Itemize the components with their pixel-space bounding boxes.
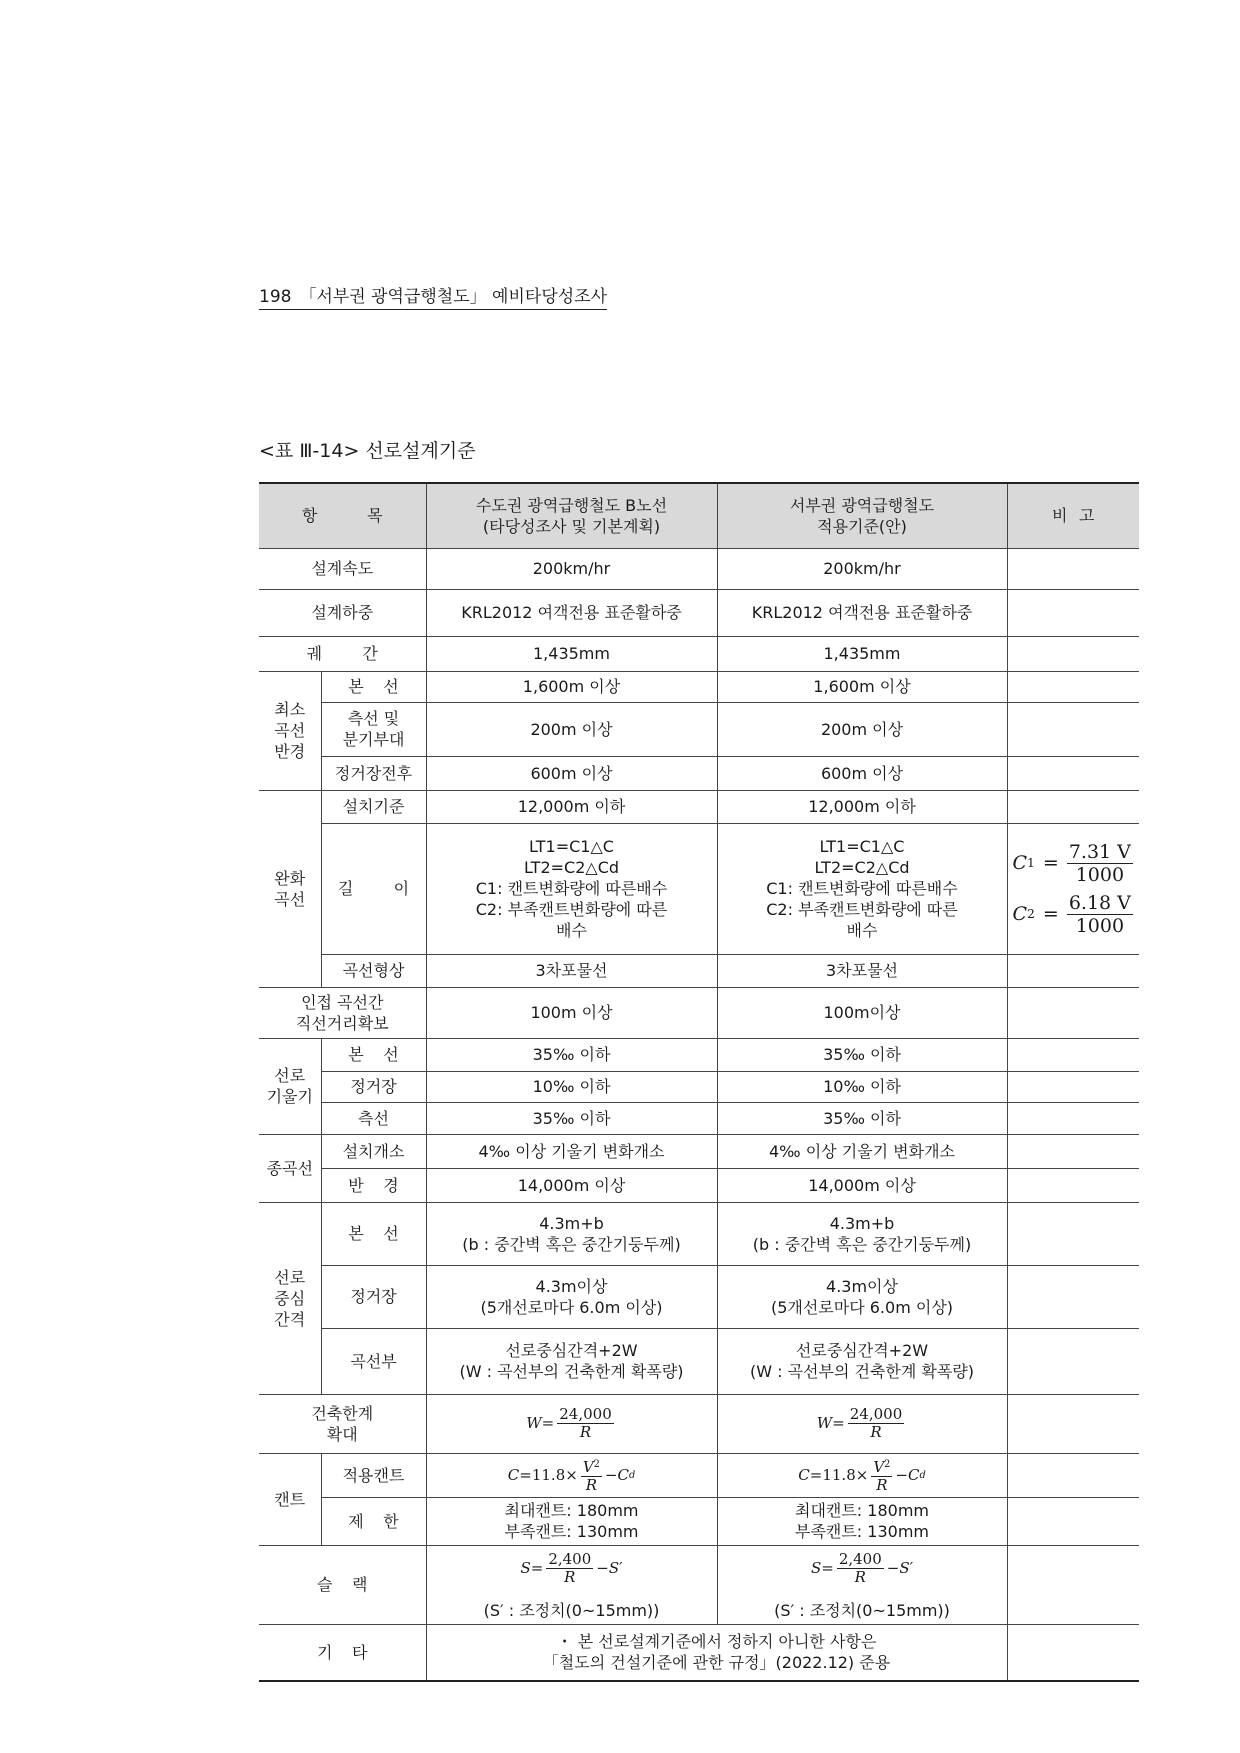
cell-note <box>1007 954 1139 987</box>
formula-rhs: S′ <box>899 1558 914 1577</box>
cell-west: 200km/hr <box>717 548 1007 589</box>
cell-text: KRL2012 여객전용 표준활하중 <box>751 603 973 622</box>
header-route-b-line: 수도권 광역급행철도 B노선 <box>475 495 668 515</box>
table-row <box>259 548 1139 589</box>
cell-line: LT2=C2△Cd <box>814 858 910 877</box>
formula-rhs-subscript: d <box>919 1469 926 1481</box>
table-row <box>259 1328 1139 1394</box>
sub-label: 정거장전후 <box>321 756 426 790</box>
cell-note <box>1007 548 1139 589</box>
fraction-numerator: 24,000 <box>849 1405 903 1423</box>
formula-minus: − <box>886 1558 900 1577</box>
sub-label-text: 길 이 <box>337 879 410 898</box>
cell-west: 200m 이상 <box>717 702 1007 756</box>
line-design-criteria-table <box>259 482 1139 1682</box>
group-label-gradient <box>259 1038 321 1134</box>
row-label <box>259 987 426 1038</box>
cell-note <box>1007 1038 1139 1071</box>
cell-note <box>1007 987 1139 1038</box>
table-row <box>259 1624 1139 1681</box>
group-label-cant: 캔트 <box>259 1453 321 1545</box>
table-row <box>259 671 1139 702</box>
row-label: 설계하중 <box>259 589 426 636</box>
table-row <box>259 790 1139 823</box>
sub-label <box>321 702 426 756</box>
group-label-line: 곡선 <box>274 721 306 740</box>
cell-note <box>1007 671 1139 702</box>
cell-route-b: 600m 이상 <box>426 756 717 790</box>
cell-line: 배수 <box>846 921 878 940</box>
cell-route-b: 100m 이상 <box>426 987 717 1038</box>
cell-west <box>717 1265 1007 1328</box>
cell-line: (b : 중간벽 혹은 중간기둥두께) <box>462 1234 681 1254</box>
formula-minus: − <box>596 1558 609 1577</box>
fraction-denominator: R <box>579 1423 592 1441</box>
table-row <box>259 756 1139 790</box>
cell-route-b <box>426 1453 717 1497</box>
cell-note-formulas <box>1007 823 1139 954</box>
cell-line: (5개선로마다 6.0m 이상) <box>770 1297 954 1317</box>
group-label-track-spacing <box>259 1202 321 1394</box>
numerator-variable: V <box>873 1457 885 1476</box>
table-row <box>259 954 1139 987</box>
header-note <box>1007 483 1139 548</box>
fraction-denominator: R <box>585 1475 597 1494</box>
cell-route-b <box>426 1394 717 1453</box>
cell-line: 4.3m+b <box>829 1213 895 1233</box>
cell-route-b <box>426 823 717 954</box>
cell-line: 배수 <box>556 921 587 940</box>
row-label-line: 확대 <box>326 1424 358 1444</box>
sub-label <box>321 1168 426 1202</box>
fraction-numerator: 7.31 V <box>1068 840 1131 863</box>
row-label <box>259 636 426 671</box>
fraction-denominator: R <box>870 1423 882 1441</box>
table-header-row <box>259 483 1139 548</box>
group-label-vertical-curve: 종곡선 <box>259 1134 321 1202</box>
cell-line: 4.3m+b <box>539 1213 604 1233</box>
slack-adjustment-note: (S′ : 조정치(0~15mm)) <box>483 1600 660 1620</box>
cell-west: 14,000m 이상 <box>717 1168 1007 1202</box>
cell-line: C1: 캔트변화량에 따른배수 <box>766 879 958 898</box>
cell-note <box>1007 756 1139 790</box>
cell-route-b: 1,435mm <box>426 636 717 671</box>
cell-west <box>717 823 1007 954</box>
numerator-variable: V <box>582 1457 594 1476</box>
cell-line: 부족캔트: 130mm <box>504 1522 639 1541</box>
cell-line: (5개선로마다 6.0m 이상) <box>480 1297 663 1317</box>
group-label-line: 최소 <box>274 700 306 719</box>
cell-line: ・ 본 선로설계기준에서 정하지 아니한 사항은 <box>556 1632 877 1652</box>
formula-rhs: C <box>617 1465 629 1484</box>
sub-label: 적용캔트 <box>321 1453 426 1497</box>
sub-label <box>321 823 426 954</box>
row-label <box>259 1545 426 1624</box>
cell-note <box>1007 636 1139 671</box>
formula-equals: = <box>1042 902 1059 925</box>
table-row <box>259 1038 1139 1071</box>
cell-note <box>1007 1328 1139 1394</box>
formula-fraction <box>546 1551 593 1586</box>
fraction-numerator: 2,400 <box>548 1549 592 1568</box>
table-row <box>259 823 1139 954</box>
cell-note <box>1007 1453 1139 1497</box>
cell-route-b: 35‰ 이하 <box>426 1102 717 1134</box>
cell-note <box>1007 1102 1139 1134</box>
formula-c2 <box>1011 892 1137 937</box>
formula-fraction <box>837 1551 884 1586</box>
formula-fraction <box>1067 841 1133 886</box>
sub-label-line: 분기부대 <box>342 730 405 749</box>
formula-fraction <box>1067 892 1133 937</box>
cell-route-b <box>426 1497 717 1545</box>
cell-route-b: 14,000m 이상 <box>426 1168 717 1202</box>
group-label-line: 선로 <box>274 1066 306 1085</box>
sub-label: 설치개소 <box>321 1134 426 1168</box>
row-label-line: 건축한계 <box>311 1403 374 1423</box>
cell-text: KRL2012 여객전용 표준활하중 <box>461 603 682 622</box>
cell-west <box>717 589 1007 636</box>
cell-route-b <box>426 1202 717 1265</box>
cell-note <box>1007 1265 1139 1328</box>
header-note-label: 비 고 <box>1052 506 1095 526</box>
formula-rhs: C <box>907 1465 920 1484</box>
sub-label-text: 반 경 <box>348 1175 399 1195</box>
clearance-formula <box>526 1406 617 1441</box>
cell-west <box>717 1202 1007 1265</box>
cell-note <box>1007 1168 1139 1202</box>
table-row <box>259 1265 1139 1328</box>
cell-west: 1,435mm <box>717 636 1007 671</box>
sub-label <box>321 1038 426 1071</box>
cell-west: 1,600m 이상 <box>717 671 1007 702</box>
row-label-text: 슬 랙 <box>317 1575 368 1594</box>
page-number: 198 <box>259 287 292 307</box>
slack-formula <box>721 1551 1004 1586</box>
cell-line: 선로중심간격+2W <box>505 1341 638 1360</box>
group-label-min-curve-radius <box>259 671 321 790</box>
cell-note <box>1007 1071 1139 1102</box>
fraction-numerator <box>871 1456 892 1477</box>
sub-label: 정거장 <box>321 1265 426 1328</box>
cell-others <box>426 1624 1007 1681</box>
formula-subscript: 2 <box>1027 906 1035 921</box>
formula-lhs: S= <box>810 1558 834 1577</box>
cell-route-b <box>426 1545 717 1624</box>
cell-route-b <box>426 1328 717 1394</box>
cell-line: 선로중심간격+2W <box>795 1341 929 1360</box>
cell-line: (W : 곡선부의 건축한계 확폭량) <box>749 1362 975 1381</box>
sub-label-text: 본 선 <box>348 677 399 696</box>
cell-west <box>717 1394 1007 1453</box>
formula-variable: C <box>1012 851 1028 874</box>
formula-fraction <box>557 1406 614 1441</box>
cell-route-b: 10‰ 이하 <box>426 1071 717 1102</box>
formula-rhs-subscript: d <box>628 1469 636 1481</box>
formula-minus: − <box>895 1465 908 1484</box>
table-row <box>259 987 1139 1038</box>
cell-west <box>717 1328 1007 1394</box>
table-row <box>259 1202 1139 1265</box>
cell-note <box>1007 1497 1139 1545</box>
cell-route-b: 12,000m 이하 <box>426 790 717 823</box>
sub-label-line: 측선 및 <box>347 709 400 728</box>
cell-line: 최대캔트: 180mm <box>504 1501 639 1520</box>
cell-note <box>1007 702 1139 756</box>
header-item <box>259 483 426 548</box>
cell-note <box>1007 1394 1139 1453</box>
numerator-exponent: 2 <box>884 1459 891 1471</box>
cell-line: 「철도의 건설기준에 관한 규정」(2022.12) 준용 <box>542 1653 891 1673</box>
cell-route-b <box>426 589 717 636</box>
fraction-numerator: 24,000 <box>559 1405 612 1423</box>
cell-route-b: 1,600m 이상 <box>426 671 717 702</box>
formula-coefficient: 11.8× <box>822 1465 869 1484</box>
cell-note <box>1007 790 1139 823</box>
cell-route-b: 3차포물선 <box>426 954 717 987</box>
formula-lhs: C= <box>798 1465 823 1484</box>
table-row <box>259 1102 1139 1134</box>
cell-line: C1: 캔트변화량에 따른배수 <box>475 879 668 898</box>
row-label-text: 기 타 <box>317 1642 368 1662</box>
fraction-denominator: R <box>564 1567 576 1586</box>
cell-west <box>717 1497 1007 1545</box>
formula-lhs: W= <box>816 1414 845 1432</box>
fraction-denominator: 1000 <box>1075 914 1125 937</box>
cell-line: (W : 곡선부의 건축한계 확폭량) <box>459 1362 684 1381</box>
cell-west <box>717 1545 1007 1624</box>
cell-west: 100m이상 <box>717 987 1007 1038</box>
cell-line: 최대캔트: 180mm <box>794 1501 929 1520</box>
group-label-line: 간격 <box>274 1309 306 1329</box>
cell-west: 35‰ 이하 <box>717 1038 1007 1071</box>
formula-lhs: S= <box>520 1558 544 1577</box>
group-label-line: 반경 <box>274 742 306 761</box>
group-label-line: 곡선 <box>274 889 306 909</box>
formula-fraction <box>871 1456 892 1494</box>
clearance-formula <box>817 1406 908 1441</box>
group-label-line: 기울기 <box>266 1087 313 1106</box>
cell-line: LT1=C1△C <box>819 837 905 856</box>
sub-label: 정거장 <box>321 1071 426 1102</box>
formula-fraction <box>848 1406 905 1441</box>
report-title: 「서부권 광역급행철도」 예비타당성조사 <box>299 287 608 307</box>
row-label-line: 직선거리확보 <box>295 1013 389 1033</box>
row-label <box>259 1624 426 1681</box>
formula-lhs: W= <box>526 1414 555 1432</box>
cell-route-b: 35‰ 이하 <box>426 1038 717 1071</box>
cell-line: 부족캔트: 130mm <box>794 1522 929 1541</box>
sub-label <box>321 1202 426 1265</box>
cell-route-b: 200km/hr <box>426 548 717 589</box>
header-west-line: 적용기준(안) <box>817 516 907 536</box>
sub-label-text: 본 선 <box>348 1045 399 1064</box>
group-label-line: 중심 <box>274 1288 306 1308</box>
fraction-denominator: R <box>854 1567 866 1586</box>
cell-line: (b : 중간벽 혹은 중간기둥두께) <box>752 1234 972 1254</box>
sub-label-text: 본 선 <box>348 1224 399 1243</box>
cell-line: C2: 부족캔트변화량에 따른 <box>475 900 668 919</box>
cell-route-b <box>426 1265 717 1328</box>
sub-label <box>321 1497 426 1545</box>
table-caption: <표 Ⅲ-14> 선로설계기준 <box>259 440 476 462</box>
table-row <box>259 1394 1139 1453</box>
table-row <box>259 1168 1139 1202</box>
cell-note <box>1007 1202 1139 1265</box>
cell-note <box>1007 1134 1139 1168</box>
fraction-numerator <box>581 1456 602 1477</box>
row-label: 설계속도 <box>259 548 426 589</box>
table-row <box>259 1134 1139 1168</box>
slack-adjustment-note: (S′ : 조정치(0~15mm)) <box>774 1600 950 1620</box>
cell-note <box>1007 1624 1139 1681</box>
cant-formula <box>508 1456 635 1494</box>
sub-label: 측선 <box>321 1102 426 1134</box>
table-row <box>259 702 1139 756</box>
cell-west: 10‰ 이하 <box>717 1071 1007 1102</box>
sub-label <box>321 671 426 702</box>
formula-variable: C <box>1012 902 1028 925</box>
formula-subscript: 1 <box>1027 855 1035 870</box>
cell-line: C2: 부족캔트변화량에 따른 <box>766 900 958 919</box>
header-west <box>717 483 1007 548</box>
row-label <box>259 1394 426 1453</box>
cell-line: 4.3m이상 <box>826 1276 898 1296</box>
table-row <box>259 1545 1139 1624</box>
cell-west: 4‰ 이상 기울기 변화개소 <box>717 1134 1007 1168</box>
cell-west: 3차포물선 <box>717 954 1007 987</box>
formula-fraction <box>581 1456 602 1494</box>
fraction-denominator: 1000 <box>1075 863 1125 886</box>
cell-west: 600m 이상 <box>717 756 1007 790</box>
table-row <box>259 1497 1139 1545</box>
formula-rhs: S′ <box>608 1558 623 1577</box>
table-row <box>259 1071 1139 1102</box>
cell-note <box>1007 1545 1139 1624</box>
fraction-denominator: R <box>876 1475 888 1494</box>
sub-label: 곡선부 <box>321 1328 426 1394</box>
cant-formula <box>798 1456 925 1494</box>
group-label-line: 선로 <box>274 1267 306 1287</box>
table-row <box>259 1453 1139 1497</box>
formula-minus: − <box>604 1465 618 1484</box>
sub-label: 설치기준 <box>321 790 426 823</box>
cell-line: LT1=C1△C <box>529 837 614 856</box>
cell-note <box>1007 589 1139 636</box>
header-item-label: 항 목 <box>301 506 383 526</box>
cell-route-b: 200m 이상 <box>426 702 717 756</box>
slack-formula <box>430 1551 714 1586</box>
cell-west <box>717 1453 1007 1497</box>
header-route-b <box>426 483 717 548</box>
formula-coefficient: 11.8× <box>531 1465 578 1484</box>
cell-west: 35‰ 이하 <box>717 1102 1007 1134</box>
group-label-transition-curve <box>259 790 321 987</box>
cell-line: LT2=C2△Cd <box>523 858 620 877</box>
row-label-line: 인접 곡선간 <box>301 992 384 1012</box>
header-west-line: 서부권 광역급행철도 <box>789 495 935 515</box>
fraction-numerator: 6.18 V <box>1068 891 1131 914</box>
numerator-exponent: 2 <box>593 1459 600 1471</box>
sub-label: 곡선형상 <box>321 954 426 987</box>
running-header <box>259 282 607 310</box>
formula-equals: = <box>1042 851 1059 874</box>
formula-lhs: C= <box>507 1465 532 1484</box>
header-route-b-line: (타당성조사 및 기본계획) <box>482 516 661 536</box>
cell-west: 12,000m 이하 <box>717 790 1007 823</box>
table-row <box>259 589 1139 636</box>
group-label-line: 완화 <box>274 868 306 888</box>
table-row <box>259 636 1139 671</box>
sub-label-text: 제 한 <box>348 1511 399 1531</box>
fraction-numerator: 2,400 <box>838 1549 882 1568</box>
cell-route-b: 4‰ 이상 기울기 변화개소 <box>426 1134 717 1168</box>
formula-c1 <box>1011 841 1137 886</box>
cell-line: 4.3m이상 <box>535 1276 608 1296</box>
row-label-text: 궤 간 <box>306 644 378 663</box>
